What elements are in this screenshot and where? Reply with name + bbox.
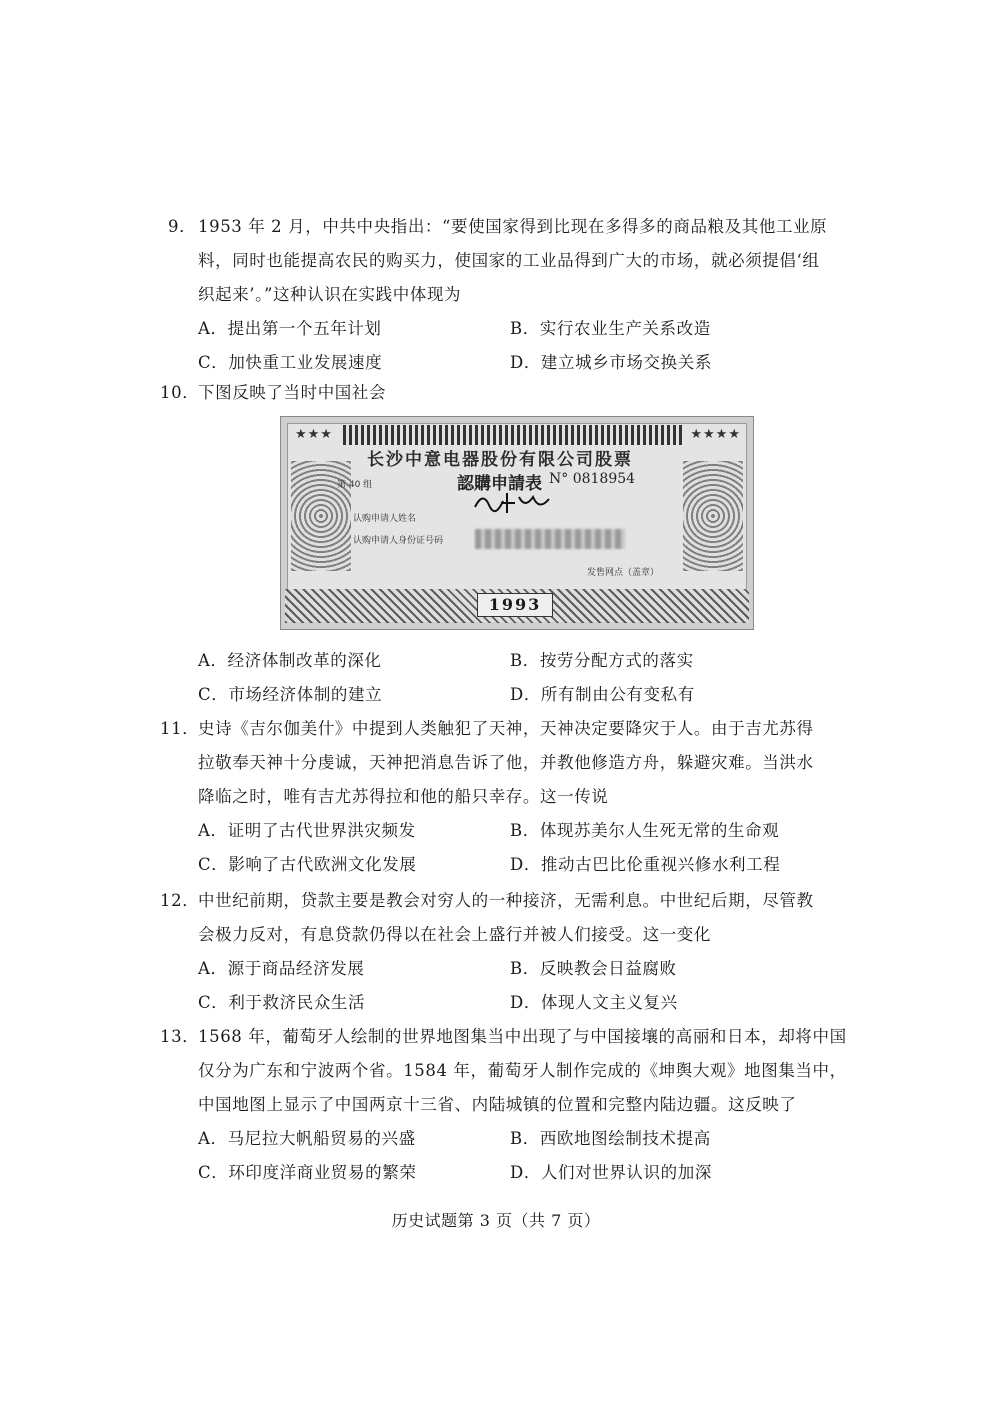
option-c[interactable]: C．市场经济体制的建立	[198, 685, 383, 704]
question-number: 12．	[160, 891, 200, 910]
option-b[interactable]: B．体现苏美尔人生死无常的生命观	[510, 821, 780, 840]
certificate-subtitle: 認購申請表	[457, 474, 542, 494]
handwritten-signature	[473, 489, 553, 523]
question-number: 10．	[160, 383, 200, 402]
option-d[interactable]: D．推动古巴比伦重视兴修水利工程	[510, 855, 781, 874]
question-number: 13．	[160, 1027, 200, 1046]
name-label: 认购申请人姓名	[353, 514, 417, 524]
option-c[interactable]: C．利于救济民众生活	[198, 993, 366, 1012]
id-number-label: 认购申请人身份证号码	[353, 536, 444, 546]
option-b[interactable]: B．按劳分配方式的落实	[510, 651, 694, 670]
certificate-top-bar	[343, 425, 683, 445]
guilloche-right-ornament	[683, 461, 743, 571]
redacted-id-number	[475, 529, 625, 549]
question-text-line: 会极力反对，有息贷款仍得以在社会上盛行并被人们接受。这一变化	[198, 925, 711, 944]
certificate-serial: N° 0818954	[549, 471, 636, 487]
stock-certificate-image	[280, 416, 754, 630]
option-d[interactable]: D．建立城乡市场交换关系	[510, 353, 712, 372]
question-text-line: 1953 年 2 月，中共中央指出：“要使国家得到比现在多得多的商品粮及其他工业原	[198, 217, 828, 236]
question-text-line: 织起来’。”这种认识在实践中体现为	[198, 285, 462, 304]
option-a[interactable]: A．经济体制改革的深化	[198, 651, 382, 670]
option-b[interactable]: B．反映教会日益腐败	[510, 959, 677, 978]
question-text-line: 1568 年，葡萄牙人绘制的世界地图集当中出现了与中国接壤的高丽和日本，却将中国	[198, 1027, 847, 1046]
star-ornament-left: ★★★	[295, 427, 333, 442]
option-d[interactable]: D．体现人文主义复兴	[510, 993, 678, 1012]
outlet-label: 发售网点（盖章）	[587, 568, 660, 578]
option-c[interactable]: C．影响了古代欧洲文化发展	[198, 855, 417, 874]
option-b[interactable]: B．西欧地图绘制技术提高	[510, 1129, 711, 1148]
option-a[interactable]: A．马尼拉大帆船贸易的兴盛	[198, 1129, 416, 1148]
star-ornament-right: ★★★★	[690, 427, 741, 442]
question-text-line: 仅分为广东和宁波两个省。1584 年，葡萄牙人制作完成的《坤舆大观》地图集当中，	[198, 1061, 847, 1080]
option-d[interactable]: D．人们对世界认识的加深	[510, 1163, 712, 1182]
option-b[interactable]: B．实行农业生产关系改造	[510, 319, 711, 338]
option-a[interactable]: A．源于商品经济发展	[198, 959, 365, 978]
question-text-line: 史诗《吉尔伽美什》中提到人类触犯了天神，天神决定要降灾于人。由于吉尤苏得	[198, 719, 814, 738]
certificate-title: 长沙中意电器股份有限公司股票	[367, 450, 633, 470]
question-text-line: 中国地图上显示了中国两京十三省、内陆城镇的位置和完整内陆边疆。这反映了	[198, 1095, 797, 1114]
question-number: 9．	[168, 217, 197, 236]
option-c[interactable]: C．环印度洋商业贸易的繁荣	[198, 1163, 417, 1182]
question-text-line: 拉敬奉天神十分虔诚，天神把消息告诉了他，并教他修造方舟，躲避灾难。当洪水	[198, 753, 814, 772]
question-text-line: 下图反映了当时中国社会	[198, 383, 387, 402]
option-c[interactable]: C．加快重工业发展速度	[198, 353, 383, 372]
certificate-group: 第 40 组	[337, 480, 373, 490]
question-text-line: 降临之时，唯有吉尤苏得拉和他的船只幸存。这一传说	[198, 787, 609, 806]
question-text-line: 中世纪前期，贷款主要是教会对穷人的一种接济，无需利息。中世纪后期，尽管教	[198, 891, 814, 910]
certificate-year: 1993	[477, 593, 553, 617]
option-a[interactable]: A．证明了古代世界洪灾频发	[198, 821, 416, 840]
option-d[interactable]: D．所有制由公有变私有	[510, 685, 695, 704]
question-number: 11．	[160, 719, 200, 738]
question-text-line: 料，同时也能提高农民的购买力，使国家的工业品得到广大的市场，就必须提倡‘组	[198, 251, 820, 270]
option-a[interactable]: A．提出第一个五年计划	[198, 319, 382, 338]
page-footer: 历史试题第 3 页（共 7 页）	[391, 1211, 601, 1230]
